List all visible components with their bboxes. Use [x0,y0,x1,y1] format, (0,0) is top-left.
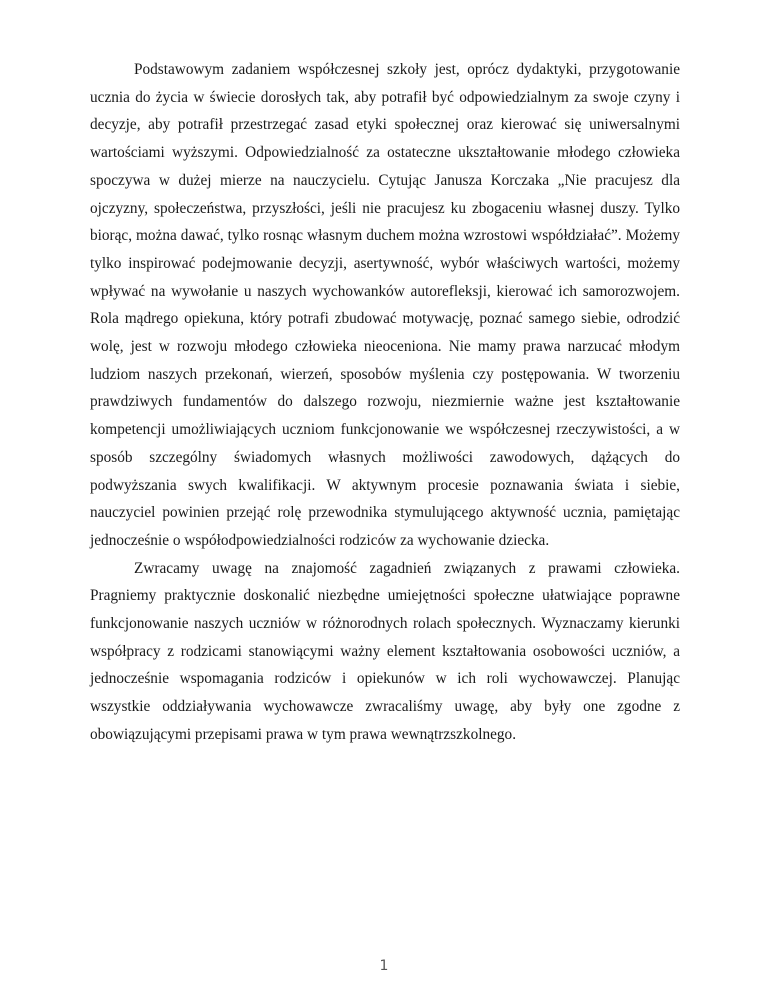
page-number: 1 [379,958,389,974]
paragraph-1: Podstawowym zadaniem współczesnej szkoły jest, oprócz dydaktyki, przygotowanie ucznia do życia w świecie dorosłych tak, aby potrafił być odpowiedzialnym za swoje czyny i decyzje, aby potrafił przestrzegać zasad etyki społecznej oraz kierować się uniwersalnymi wartościami wyższymi. Odpowiedzialność za ostateczne ukształtowanie młodego człowieka spoczywa w dużej mierze na nauczycielu. Cytując Janusza Korczaka „Nie pracujesz dla ojczyzny, społeczeństwa, przyszłości, jeśli nie pracujesz ku zbogaceniu własnej duszy. Tylko biorąc, można dawać, tylko rosnąc własnym duchem można wzrostowi współdziałać”. Możemy tylko inspirować podejmowanie decyzji, asertywność, wybór właściwych wartości, możemy wpływać na wywołanie u naszych wychowanków autorefleksji, kierować ich samorozwojem. Rola mądrego opiekuna, który potrafi zbudować motywację, poznać samego siebie, odrodzić wolę, jest w rozwoju młodego człowieka nieoceniona. Nie mamy prawa narzucać młodym ludziom naszych przekonań, wierzeń, sposobów myślenia czy postępowania. W tworzeniu prawdziwych fundamentów do dalszego rozwoju, niezmiernie ważne jest kształtowanie kompetencji umożliwiających uczniom funkcjonowanie we współczesnej rzeczywistości, a w sposób szczególny świadomych własnych możliwości zawodowych, dążących do podwyższania swych kwalifikacji. W aktywnym procesie poznawania świata i siebie, nauczyciel powinien przejąć rolę przewodnika stymulującego aktywność ucznia, pamiętając jednocześnie o współodpowiedzialności rodziców za wychowanie dziecka. [90,61,680,549]
document-body [90,56,680,749]
paragraph-2: Zwracamy uwagę na znajomość zagadnień związanych z prawami człowieka. Pragniemy praktycznie doskonalić niezbędne umiejętności społeczne ułatwiające poprawne funkcjonowanie naszych uczniów w różnorodnych rolach społecznych. Wyznaczamy kierunki współpracy z rodzicami stanowiącymi ważny element kształtowania osobowości uczniów, a jednocześnie wspomagania rodziców i opiekunów w ich roli wychowawczej. Planując wszystkie oddziaływania wychowawcze zwracaliśmy uwagę, aby były one zgodne z obowiązującymi przepisami prawa w tym prawa wewnątrzszkolnego. [90,559,680,743]
